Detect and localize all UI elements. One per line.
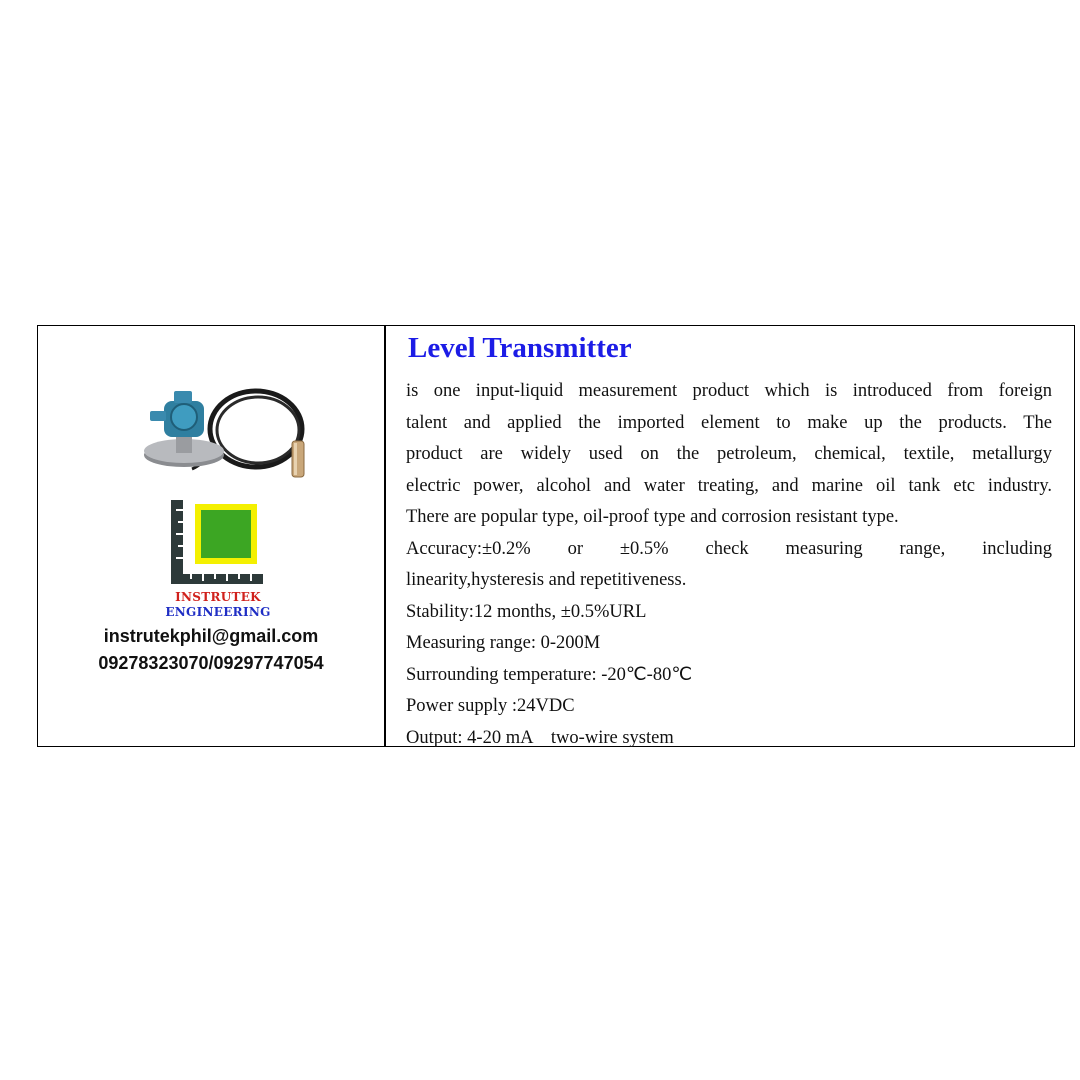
column-divider [384,326,386,746]
accuracy-line-continued: linearity,hysteresis and repetitiveness. [406,570,687,590]
product-description [406,376,1052,754]
description-line: talent and applied the imported element to make up the products. The [406,412,1052,433]
instrutek-logo [171,500,263,588]
description-line: is one input-liquid measurement product which is introduced from foreign [406,381,1052,401]
measuring-range-spec: Measuring range: 0-200M [406,633,601,653]
company-column [38,326,384,746]
contact-phone: 09278323070/09297747054 [98,653,324,673]
level-transmitter-image [132,383,322,483]
accuracy-line: Accuracy:±0.2% or ±0.5% check measuring range, including [406,538,1052,559]
description-line: There are popular type, oil-proof type and corrosion resistant type. [406,507,899,527]
output-spec: Output: 4-20 mA two-wire system [406,727,674,748]
description-line: electric power, alcohol and water treating, and marine oil tank etc industry. [406,475,1052,496]
product-column [406,326,1052,746]
temperature-spec: Surrounding temperature: -20℃-80℃ [406,664,693,685]
contact-email: instrutekphil@gmail.com [103,626,319,646]
company-name-line1: INSTRUTEK [175,590,261,604]
description-line: product are widely used on the petroleum, chemical, textile, metallurgy [406,444,1052,464]
product-title: Level Transmitter [408,332,632,364]
stability-spec: Stability:12 months, ±0.5%URL [406,601,647,622]
company-name-line2: ENGINEERING [165,605,271,619]
power-supply-spec: Power supply :24VDC [406,696,575,716]
spec-sheet-table [37,325,1075,747]
